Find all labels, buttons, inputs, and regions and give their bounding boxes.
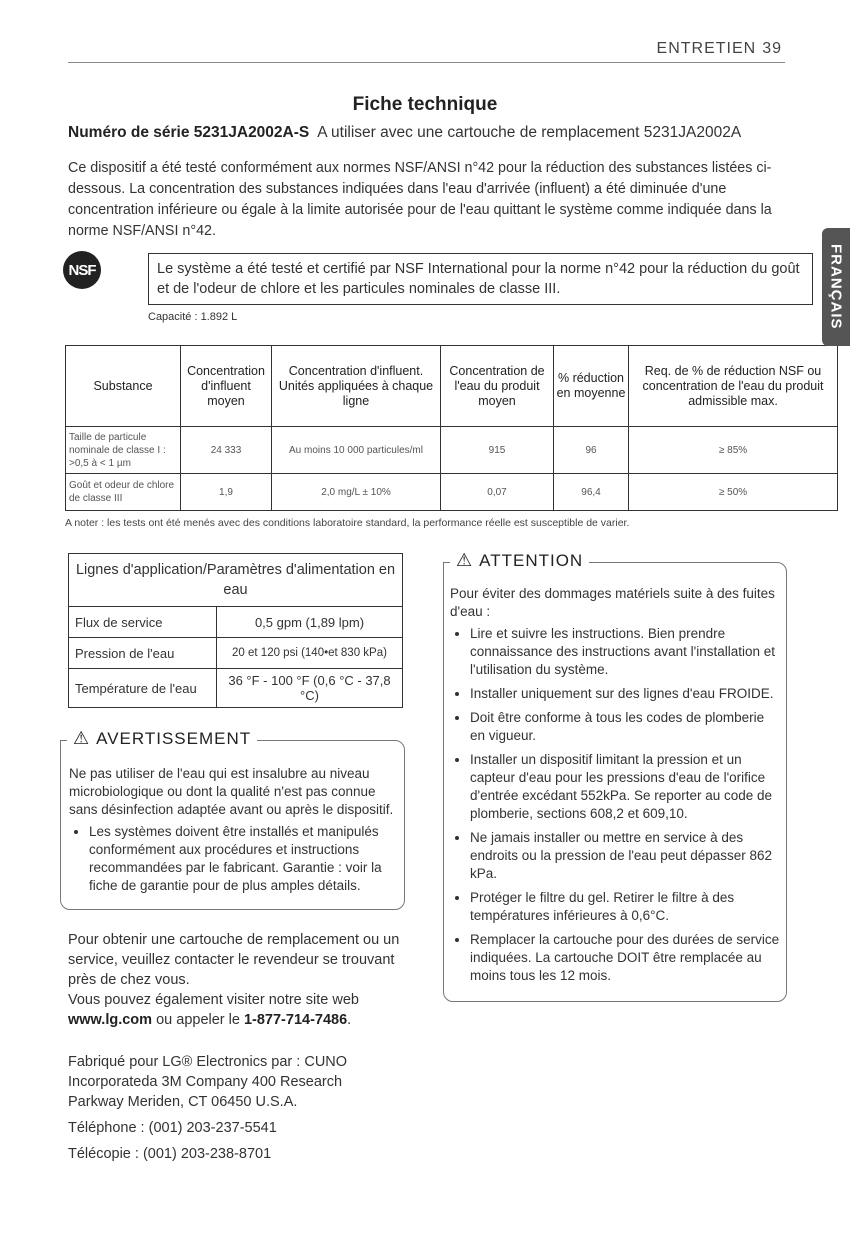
table-cell: 2,0 mg/L ± 10%	[272, 474, 441, 511]
column-header: Req. de % de réduction NSF ou concentration de l'eau du produit admissible max.	[629, 346, 838, 427]
header-divider	[68, 62, 785, 63]
page-title: Fiche technique	[352, 94, 498, 115]
list-item: • Installer uniquement sur des lignes d'eau FROIDE.	[470, 685, 780, 703]
contact-text: Vous pouvez également visiter notre site web	[68, 992, 359, 1008]
param-label: Flux de service	[69, 607, 217, 638]
nsf-logo: NSF	[63, 251, 101, 289]
telephone: Téléphone : (001) 203-237-5541	[68, 1120, 277, 1136]
intro-paragraph: Ce dispositif a été testé conformément aux normes NSF/ANSI n°42 pour la réduction des substances listées ci-dessous. La concentration des substances indiquées dans l'eau d'arrivée (influent) a été diminuée d'une concentration inférieure ou égale à la limite autorisée pour de l'eau quittant le système comme indiquée dans la norme NSF/ANSI n°42.	[68, 160, 772, 239]
serial-label: Numéro de série 5231JA2002A-S	[68, 124, 310, 141]
manufacturer-text: Fabriqué pour LG® Electronics par : CUNO Incorporateda 3M Company 400 Research Parkway Meriden, CT 06450 U.S.A.	[68, 1054, 348, 1110]
fax: Télécopie : (001) 203-238-8701	[68, 1146, 272, 1162]
list-item: • Protéger le filtre du gel. Retirer le filtre à des températures inférieures à 0,6°C.	[470, 889, 780, 925]
attention-text: Pour éviter des dommages matériels suite à des fuites d'eau :	[450, 586, 775, 619]
list-item: • Remplacer la cartouche pour des durées de service indiquées. La cartouche DOIT être remplacée au moins tous les 12 mois.	[470, 931, 780, 985]
column-header: Concentration d'influent. Unités appliquées à chaque ligne	[272, 346, 441, 427]
section-name: ENTRETIEN	[656, 40, 757, 57]
table-row	[69, 638, 403, 669]
page-header	[657, 40, 782, 58]
list-item: • Ne jamais installer ou mettre en service à des endroits ou la pression de l'eau peut dépasser 862 kPa.	[470, 829, 780, 883]
param-label: Pression de l'eau	[69, 638, 217, 669]
manufacturer-info	[68, 1052, 393, 1164]
certification-section	[148, 253, 813, 323]
table-cell: Goût et odeur de chlore de classe III	[66, 474, 181, 511]
table-cell: 0,07	[441, 474, 554, 511]
page-number: 39	[762, 40, 782, 57]
table-cell: 96,4	[554, 474, 629, 511]
attention-title: ATTENTION	[479, 551, 584, 570]
certification-box: Le système a été testé et certifié par NSF International pour la norme n°42 pour la réduction du goût et de l'odeur de chlore et les particules nominales de classe III.	[148, 253, 813, 305]
capacity: Capacité : 1.892 L	[148, 311, 238, 323]
table-row	[69, 669, 403, 708]
param-value: 0,5 gpm (1,89 lpm)	[217, 607, 403, 638]
list-item: • Installer un dispositif limitant la pression et un capteur d'eau pour les pressions d'eau de l'orifice d'entrée excédant 552kPa. Se reporter au code de plomberie, sections 608,2 et 609,10.	[470, 751, 780, 823]
list-item: • Lire et suivre les instructions. Bien prendre connaissance des instructions avant l'installation et l'utilisation du système.	[470, 625, 780, 679]
warning-title: AVERTISSEMENT	[96, 729, 252, 748]
list-item: • Les systèmes doivent être installés et manipulés conformément aux procédures et instructions recommandées par le fabricant. Garantie : voir la fiche de garantie pour de plus amples détails.	[89, 823, 398, 895]
column-header: % réduction en moyenne	[554, 346, 629, 427]
left-column	[60, 553, 405, 1164]
table-cell: 1,9	[181, 474, 272, 511]
performance-table	[65, 345, 838, 511]
table-header-row	[66, 346, 838, 427]
column-header: Substance	[66, 346, 181, 427]
warning-text: Ne pas utiliser de l'eau qui est insalubre au niveau microbiologique ou dont la qualité n'est pas connue sans désinfection adaptée avant ou après le dispositif.	[69, 766, 394, 817]
warning-triangle-icon: ⚠	[73, 728, 91, 748]
param-value: 36 °F - 100 °F (0,6 °C - 37,8 °C)	[217, 669, 403, 708]
serial-text: A utiliser avec une cartouche de remplacement 5231JA2002A	[317, 124, 742, 141]
column-header: Concentration de l'eau du produit moyen	[441, 346, 554, 427]
table-note: A noter : les tests ont été menés avec des conditions laboratoire standard, la performance réelle est susceptible de varier.	[65, 517, 630, 529]
language-tab: FRANÇAIS	[822, 228, 850, 346]
contact-text: ou appeler le	[156, 1012, 240, 1028]
table-row	[69, 607, 403, 638]
warning-triangle-icon: ⚠	[456, 550, 474, 570]
table-cell: ≥ 85%	[629, 427, 838, 474]
parameters-title: Lignes d'application/Paramètres d'alimentation en eau	[69, 554, 403, 607]
table-cell: 24 333	[181, 427, 272, 474]
attention-box	[443, 550, 787, 1002]
table-cell: Taille de particule nominale de classe I : >0,5 à < 1 µm	[66, 427, 181, 474]
serial-line	[68, 124, 741, 142]
table-cell: Au moins 10 000 particules/ml	[272, 427, 441, 474]
parameters-table	[68, 553, 403, 708]
param-label: Température de l'eau	[69, 669, 217, 708]
contact-text: Pour obtenir une cartouche de remplacement ou un service, veuillez contacter le revendeur se trouvant près de chez vous.	[68, 932, 400, 988]
warning-box	[60, 728, 405, 910]
param-value: 20 et 120 psi (140•et 830 kPa)	[217, 638, 403, 669]
phone-number: 1-877-714-7486	[243, 1012, 348, 1028]
table-cell: 96	[554, 427, 629, 474]
column-header: Concentration d'influent moyen	[181, 346, 272, 427]
website-link[interactable]: www.lg.com	[68, 1012, 153, 1028]
list-item: • Doit être conforme à tous les codes de plomberie en vigueur.	[470, 709, 780, 745]
table-row	[66, 427, 838, 474]
table-cell: 915	[441, 427, 554, 474]
table-cell: ≥ 50%	[629, 474, 838, 511]
table-row	[66, 474, 838, 511]
contact-paragraph: Pour obtenir une cartouche de remplacement ou un service, veuillez contacter le revendeur se trouvant près de chez vous. Vous pouvez également visiter notre site web www.lg.com ou appeler le 1-877-714-7486.	[68, 930, 405, 1030]
